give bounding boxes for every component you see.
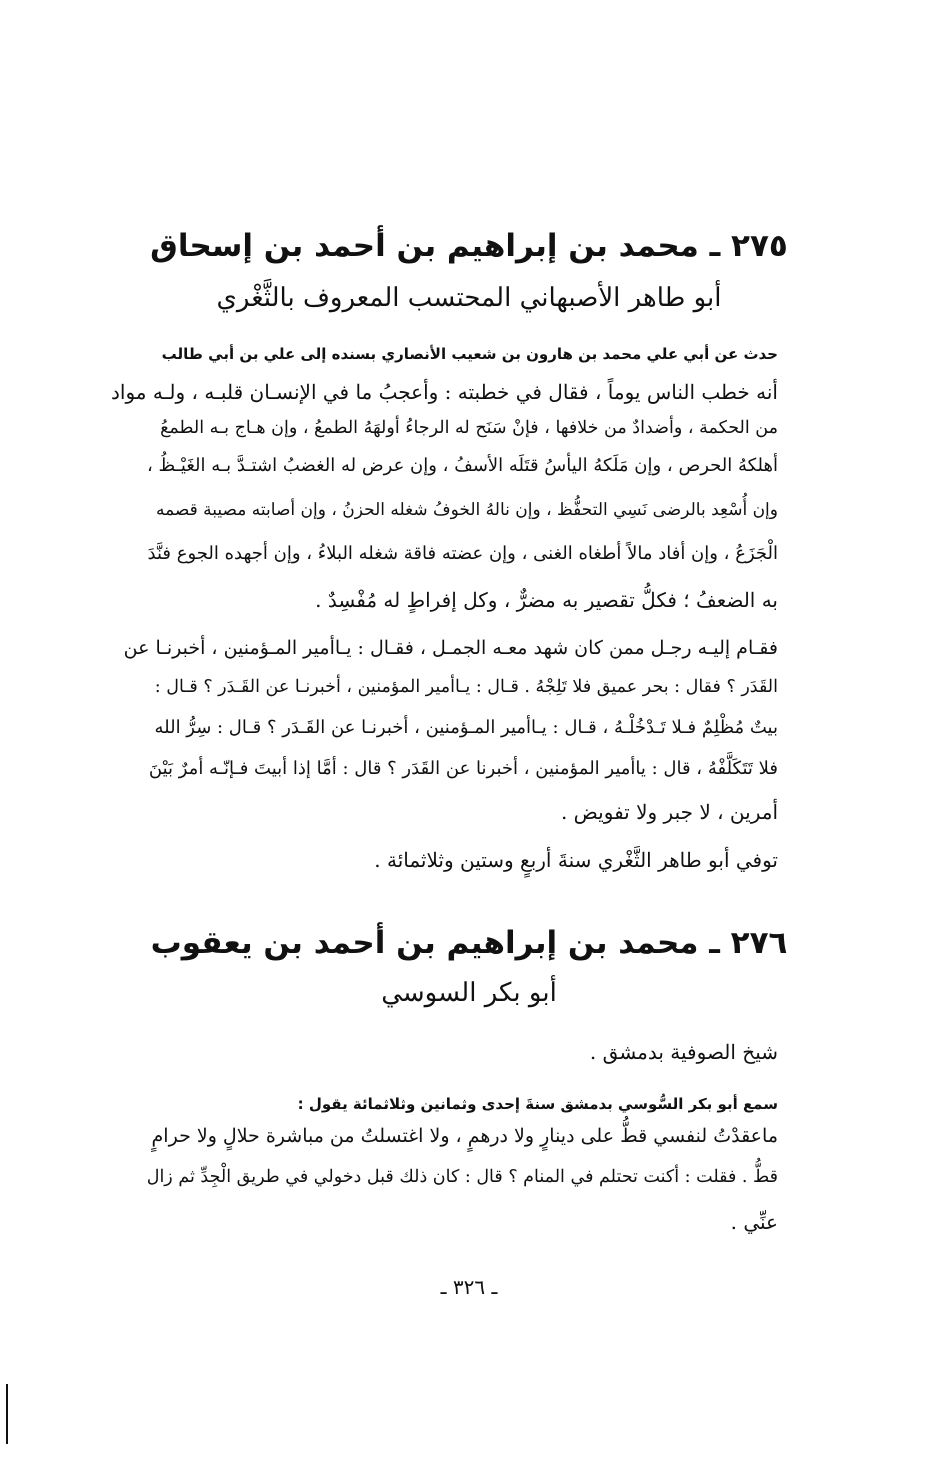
entry-275-para1-line: أهلكهُ الحرص ، وإن مَلَكهُ اليأسُ قتَلَه الأسفُ ، وإن عرض له الغضبُ اشتـدَّ بـه الغَيْـظُ ، [147,455,778,476]
scan-margin-line [6,1384,8,1444]
entry-275-para1-line: من الحكمة ، وأضدادٌ من خلافها ، فإنْ سَنَح له الرجاءُ أولهَهُ الطمعُ ، وإن هـاج بـه الطمعُ [160,418,778,438]
entry-276-para-line: ماعقدْتُ لنفسي قطُّ على دينارٍ ولا درهمٍ ، ولا اغتسلتُ من مباشرة حلالٍ ولا حرامٍ [151,1125,778,1147]
entry-275-subtitle: أبو طاهر الأصبهاني المحتسب المعروف بالثَّغْري [216,283,722,313]
entry-275-para2-line: فلا تَتَكَلَّفْهُ ، قال : ياأمير المؤمنين ، أخبرنا عن القَدَر ؟ قال : أمَّا إذا أبيتَ فـإنّـه أمرٌ بَيْنَ [148,758,778,779]
entry-276-para-line: قطُّ . فقلت : أكنت تحتلم في المنام ؟ قال : كان ذلك قبل دخولي في طريق الْجِدِّ ثم زال [146,1167,778,1187]
entry-275-para1-line: وإن أُسْعِد بالرضى نَسِي التحفُّظ ، وإن نالهُ الخوفُ شغله الحزنُ ، وإن أصابته مصيبة قصمه [155,500,778,520]
entry-276-subtitle: أبو بكر السوسي [381,978,557,1008]
entry-275-title: ٢٧٥ ـ محمد بن إبراهيم بن أحمد بن إسحاق [150,228,788,264]
entry-275-para1-line: الْجَزَعُ ، وإن أفاد مالاً أطغاه الغنى ، وإن عضته فاقة شغله البلاءُ ، وإن أجهده الجوع فنَّدَ [147,543,778,564]
entry-275-death: توفي أبو طاهر الثَّغْري سنةَ أربعٍ وستين وثلاثمائة . [374,848,778,872]
entry-276-para-line: عنِّي . [730,1210,778,1234]
entry-275-para2-line: أمرين ، لا جبر ولا تفويض . [560,800,778,824]
entry-275-para2-line: فقـام إليـه رجـل ممن كان شهد معـه الجمـل ، فقـال : يـاأمير المـؤمنين ، أخبرنـا عن [123,637,778,659]
page-number: ـ ٣٢٦ ـ [440,1275,498,1299]
entry-276-title: ٢٧٦ ـ محمد بن إبراهيم بن أحمد بن يعقوب [150,925,788,961]
entry-276-chain: سمع أبو بكر السُّوسي بدمشق سنةَ إحدى وثمانين وثلاثمائة يقول : [297,1095,778,1113]
entry-275-para2-line: القَدَر ؟ فقال : بحر عميق فلا تَلِجْهُ . قـال : يـاأمير المؤمنين ، أخبرنـا عن القَـدَر ؟ قـال : [154,677,778,697]
entry-276-line1: شيخ الصوفية بدمشق . [589,1040,778,1064]
entry-275-chain: حدث عن أبي علي محمد بن هارون بن شعيب الأنصاري بسنده إلى علي بن أبي طالب [161,345,778,363]
entry-275-para2-line: بيتٌ مُظْلِمٌ فـلا تَـدْخُلْـهُ ، قـال : يـاأمير المـؤمنين ، أخبرنـا عن القَـدَر ؟ قـال : سِرُّ الله [154,717,778,738]
entry-275-para1-line: به الضعفُ ؛ فكلُّ تقصير به مضرٌّ ، وكل إفراطٍ له مُفْسِدٌ . [315,588,778,612]
entry-275-para1-line: أنه خطب الناس يوماً ، فقال في خطبته : وأعجبُ ما في الإنسـان قلبـه ، ولـه مواد [110,380,778,404]
